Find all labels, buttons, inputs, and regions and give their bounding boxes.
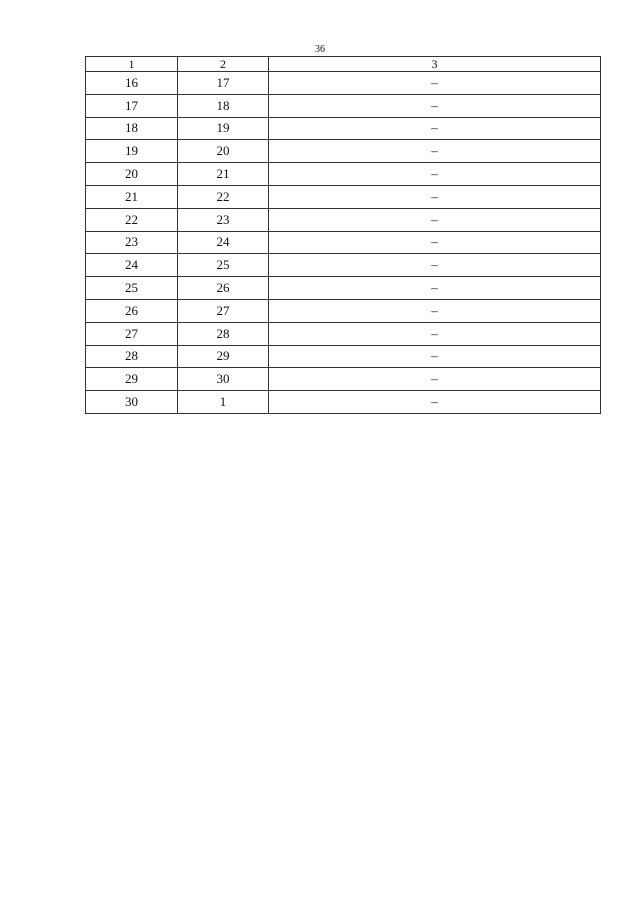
table-cell-col-2: 18 — [178, 94, 269, 117]
table-cell-col-1: 19 — [86, 140, 178, 163]
table-cell-col-2: 28 — [178, 322, 269, 345]
table-cell-col-3: – — [269, 368, 601, 391]
table-cell-col-3: – — [269, 254, 601, 277]
table-row — [86, 231, 601, 254]
table-cell-col-1: 18 — [86, 117, 178, 140]
table-cell-col-1: 24 — [86, 254, 178, 277]
table-cell-col-3: – — [269, 72, 601, 95]
table-cell-col-3: – — [269, 140, 601, 163]
table-cell-col-1: 23 — [86, 231, 178, 254]
table-cell-col-1: 25 — [86, 277, 178, 300]
table-cell-col-2: 23 — [178, 208, 269, 231]
table-row — [86, 391, 601, 414]
table-row — [86, 277, 601, 300]
table-cell-col-2: 26 — [178, 277, 269, 300]
table-row — [86, 94, 601, 117]
table-cell-col-1: 27 — [86, 322, 178, 345]
table-cell-col-2: 19 — [178, 117, 269, 140]
table-cell-col-3: – — [269, 322, 601, 345]
table-row — [86, 299, 601, 322]
table-cell-col-2: 30 — [178, 368, 269, 391]
page-number: 36 — [315, 44, 325, 55]
table-cell-col-2: 29 — [178, 345, 269, 368]
table-cell-col-2: 22 — [178, 185, 269, 208]
table-cell-col-3: – — [269, 185, 601, 208]
table-header-row — [86, 57, 601, 72]
table-cell-col-2: 17 — [178, 72, 269, 95]
table-cell-col-3: – — [269, 208, 601, 231]
table-cell-col-1: 30 — [86, 391, 178, 414]
table-cell-col-3: – — [269, 299, 601, 322]
table-row — [86, 117, 601, 140]
table-cell-col-3: – — [269, 94, 601, 117]
column-header-1: 1 — [86, 57, 178, 72]
table-row — [86, 185, 601, 208]
table-cell-col-1: 29 — [86, 368, 178, 391]
table-cell-col-1: 22 — [86, 208, 178, 231]
table-cell-col-2: 27 — [178, 299, 269, 322]
table-cell-col-1: 17 — [86, 94, 178, 117]
table-row — [86, 254, 601, 277]
column-header-3: 3 — [269, 57, 601, 72]
table-cell-col-1: 16 — [86, 72, 178, 95]
table-cell-col-1: 21 — [86, 185, 178, 208]
table-row — [86, 208, 601, 231]
data-table — [85, 56, 601, 414]
table-cell-col-2: 1 — [178, 391, 269, 414]
table-row — [86, 140, 601, 163]
table-cell-col-3: – — [269, 277, 601, 300]
table-cell-col-3: – — [269, 391, 601, 414]
table-row — [86, 322, 601, 345]
table-cell-col-1: 28 — [86, 345, 178, 368]
table-cell-col-2: 20 — [178, 140, 269, 163]
table-cell-col-3: – — [269, 117, 601, 140]
table-row — [86, 345, 601, 368]
table-cell-col-3: – — [269, 163, 601, 186]
table-cell-col-3: – — [269, 345, 601, 368]
table-cell-col-1: 26 — [86, 299, 178, 322]
table-row — [86, 163, 601, 186]
table-cell-col-2: 25 — [178, 254, 269, 277]
table-cell-col-2: 21 — [178, 163, 269, 186]
column-header-2: 2 — [178, 57, 269, 72]
table-cell-col-3: – — [269, 231, 601, 254]
table-row — [86, 368, 601, 391]
table-row — [86, 72, 601, 95]
table-cell-col-2: 24 — [178, 231, 269, 254]
table-cell-col-1: 20 — [86, 163, 178, 186]
